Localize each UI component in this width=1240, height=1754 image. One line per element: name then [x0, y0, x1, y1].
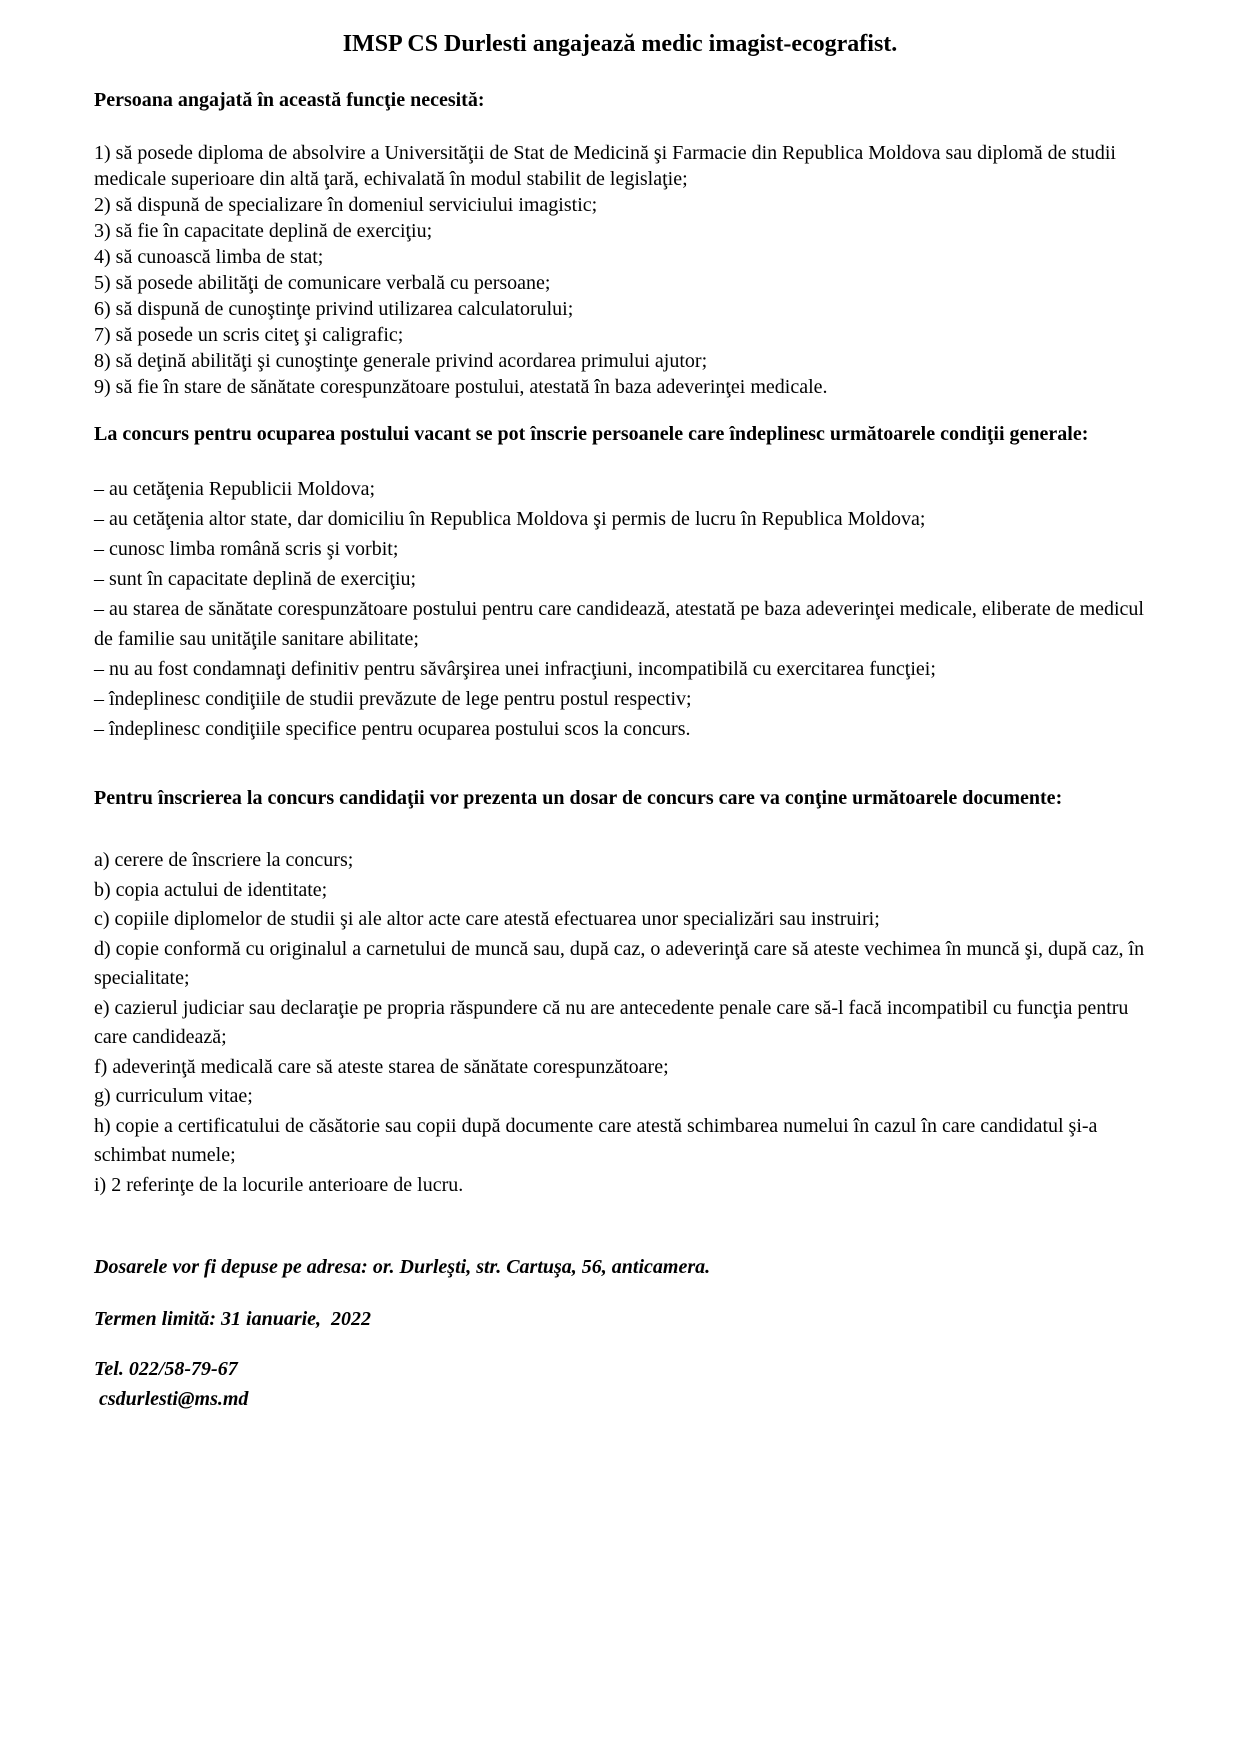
list-item: 1) să posede diploma de absolvire a Universităţii de Stat de Medicină şi Farmacie din Republica Moldova sau diplomă de studii medicale superioare din altă ţară, echivalată în modul stabilit de legislaţie;: [94, 142, 1116, 190]
list-item: – au starea de sănătate corespunzătoare postului pentru care candidează, atestată pe baza adeverinţei medicale, eliberate de medicul de familie sau unităţile sanitare abilitate;: [94, 598, 1144, 650]
dash-list: [94, 474, 1146, 744]
list-item: – sunt în capacitate deplină de exerciţiu;: [94, 568, 417, 590]
list-item: i) 2 referinţe de la locurile anterioare de lucru.: [94, 1173, 464, 1196]
list-item: d) copie conformă cu originalul a carnetului de muncă sau, după caz, o adeverinţă care să ateste vechimea în muncă şi, după caz, în specialitate;: [94, 937, 1145, 989]
section-requirements: [94, 86, 1146, 400]
footer-deadline: Termen limită: 31 ianuarie, 2022: [94, 1308, 372, 1330]
lettered-list: [94, 846, 1146, 1200]
list-item: 2) să dispună de specializare în domeniul serviciului imagistic;: [94, 194, 598, 216]
list-item: 5) să posede abilităţi de comunicare verbală cu persoane;: [94, 272, 551, 294]
list-item: c) copiile diplomelor de studii şi ale altor acte care atestă efectuarea unor specializări sau instruiri;: [94, 908, 880, 930]
footer-email: csdurlesti@ms.md: [94, 1388, 249, 1410]
list-item: h) copie a certificatului de căsătorie sau copii după documente care atestă schimbarea numelui în cazul în care candidatul şi-a schimbat numele;: [94, 1114, 1098, 1166]
list-item: 4) să cunoască limba de stat;: [94, 246, 324, 268]
footer-phone: Tel. 022/58-79-67: [94, 1358, 238, 1380]
list-item: – nu au fost condamnaţi definitiv pentru săvârşirea unei infracţiuni, incompatibilă cu exercitarea funcţiei;: [94, 658, 936, 680]
list-item: b) copia actului de identitate;: [94, 878, 328, 901]
footer-contact-block: [94, 1254, 1146, 1412]
list-item: g) curriculum vitae;: [94, 1085, 253, 1107]
list-item: a) cerere de înscriere la concurs;: [94, 849, 354, 871]
footer-address: Dosarele vor fi depuse pe adresa: or. Durleşti, str. Cartuşa, 56, anticamera.: [94, 1256, 711, 1278]
list-item: – au cetăţenia Republicii Moldova;: [94, 478, 376, 500]
list-item: – îndeplinesc condiţiile de studii prevăzute de lege pentru postul respectiv;: [94, 688, 692, 710]
list-item: f) adeverinţă medicală care să ateste starea de sănătate corespunzătoare;: [94, 1055, 669, 1078]
list-item: 3) să fie în capacitate deplină de exerciţiu;: [94, 220, 433, 242]
list-item: – au cetăţenia altor state, dar domiciliu în Republica Moldova şi permis de lucru în Republica Moldova;: [94, 508, 926, 530]
list-item: – cunosc limba română scris şi vorbit;: [94, 538, 399, 560]
numbered-list: [94, 140, 1146, 400]
section-heading: Pentru înscrierea la concurs candidaţii vor prezenta un dosar de concurs care va conţine următoarele documente:: [94, 787, 1063, 809]
list-item: 9) să fie în stare de sănătate corespunzătoare postului, atestată în baza adeverinţei medicale.: [94, 376, 828, 398]
section-heading: Persoana angajată în această funcţie necesită:: [94, 89, 485, 111]
list-item: 7) să posede un scris citeţ şi caligrafic;: [94, 324, 404, 346]
list-item: 8) să deţină abilităţi şi cunoştinţe generale privind acordarea primului ajutor;: [94, 350, 708, 372]
list-item: e) cazierul judiciar sau declaraţie pe propria răspundere că nu are antecedente penale care să-l facă incompatibil cu funcţia pentru care candidează;: [94, 996, 1129, 1048]
section-general-conditions: [94, 420, 1146, 744]
section-dossier-documents: [94, 784, 1146, 1200]
list-item: – îndeplinesc condiţiile specifice pentru ocuparea postului scos la concurs.: [94, 718, 691, 740]
list-item: 6) să dispună de cunoştinţe privind utilizarea calculatorului;: [94, 298, 574, 320]
page-title: IMSP CS Durlesti angajează medic imagist-ecografist.: [342, 31, 898, 57]
section-heading: La concurs pentru ocuparea postului vacant se pot înscrie persoanele care îndeplinesc următoarele condiţii generale:: [94, 423, 1089, 445]
